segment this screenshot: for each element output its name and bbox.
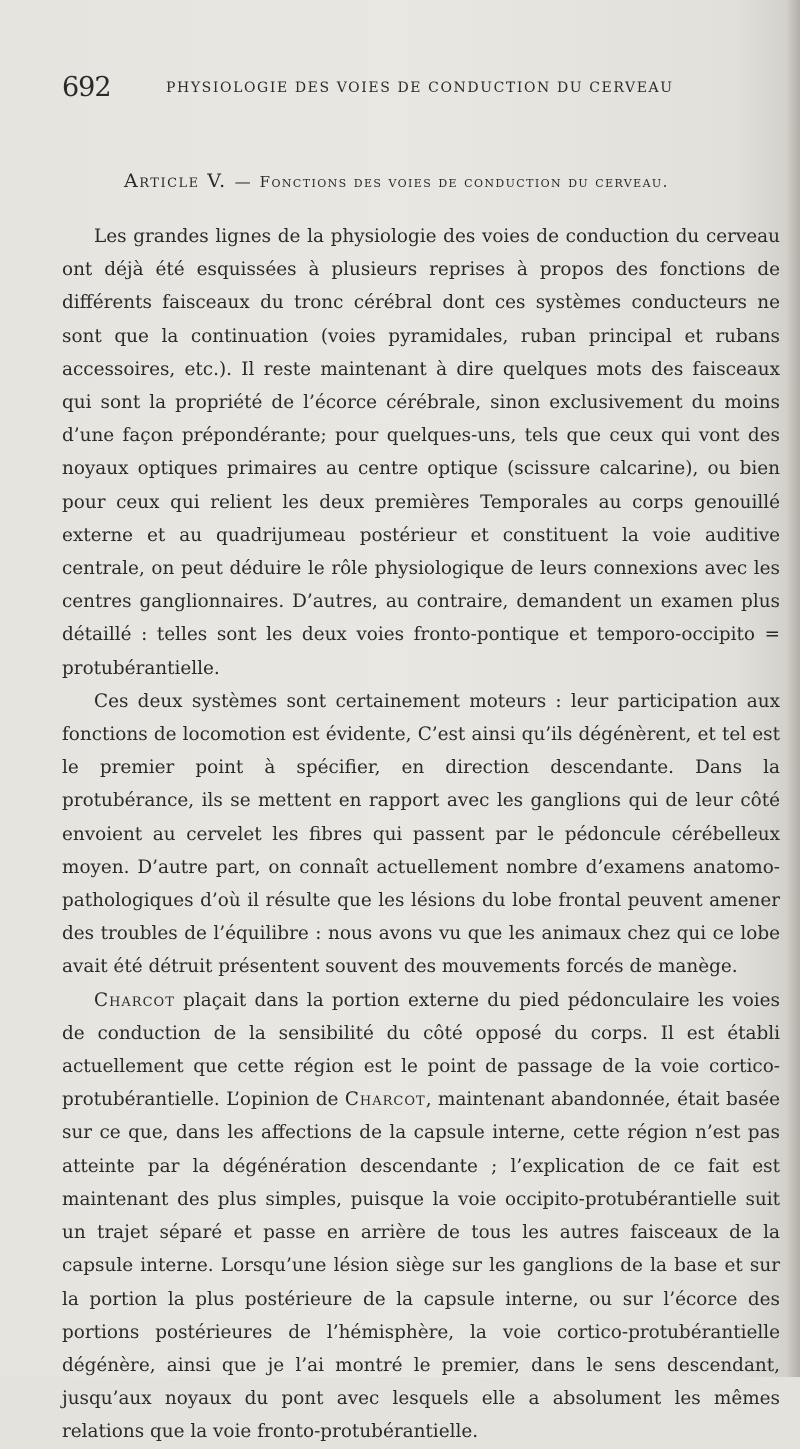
article-number: Article V. — [124, 170, 227, 192]
paragraph-2-text: Ces deux systèmes sont certainement moteurs : leur participation aux fonctions de locomotion est évidente, C’est ainsi qu’ils dégénèrent, et tel est le premier point à spécifier, en direction descendante. Dans la protubérance, ils se mettent en rapport avec les ganglions qui de leur côté envoient au cervelet les fibres qui passent par le pédoncule cérébelleux moyen. D’autre part, on connaît actuellement nombre d’examens anatomo-pathologiques d’où il résulte que les lésions du lobe frontal peuvent amener des troubles de l’équilibre : nous avons vu que les animaux chez qui ce lobe avait été détruit présentent souvent des mouvements forcés de manège. — [62, 690, 780, 978]
paragraph-3-name-2: Charcot — [344, 1089, 426, 1111]
paragraph-3-text-a: plaçait dans la portion externe du pied pédonculaire les voies de conduction de la sensibilité du côté opposé du corps. Il est établi actuellement que cette région est le point de passage de la voie cortico-protubérantielle. L’opinion de — [62, 989, 780, 1111]
paragraph-2 — [62, 685, 780, 984]
paragraph-3-text-b: , maintenant abandonnée, était basée sur ce que, dans les affections de la capsule interne, cette région n’est pas atteinte par la dégénération descendante ; l’explication de ce fait est maintenant des plus simples, puisque la voie occipito-protubérantielle suit un trajet séparé et passe en arrière de tous les autres faisceaux de la capsule interne. Lorsqu’une lésion siège sur les ganglions de la base et sur la portion la plus postérieure de la capsule interne, ou sur l’écorce des portions postérieures de l’hémisphère, la voie cortico-protubérantielle dégénère, ainsi que je l’ai montré le premier, dans le sens descendant, jusqu’aux noyaux du pont avec lesquels elle a absolument les mêmes relations que la voie fronto-protubérantielle. — [62, 1089, 780, 1443]
paragraph-1 — [62, 220, 780, 685]
paragraph-3-name: Charcot — [94, 989, 175, 1011]
body-text — [62, 220, 780, 1449]
page-edge-shadow — [786, 0, 800, 1377]
article-title: Fonctions des voies de conduction du cerveau. — [259, 173, 669, 191]
article-heading — [124, 170, 784, 192]
paragraph-1-text: Les grandes lignes de la physiologie des voies de conduction du cerveau ont déjà été esquissées à plusieurs reprises à propos des fonctions de différents faisceaux du tronc cérébral dont ces systèmes conducteurs ne sont que la continuation (voies pyramidales, ruban principal et rubans accessoires, etc.). Il reste maintenant à dire quelques mots des faisceaux qui sont la propriété de l’écorce cérébrale, sinon exclusivement du moins d’une façon prépondérante; pour quelques-uns, tels que ceux qui vont des noyaux optiques primaires au centre optique (scissure calcarine), ou bien pour ceux qui relient les deux premières Temporales au corps genouillé externe et au quadrijumeau postérieur et constituent la voie auditive centrale, on peut déduire le rôle physiologique de leurs connexions avec les centres ganglionnaires. D’autres, au contraire, demandent un examen plus détaillé : telles sont les deux voies fronto-pontique et temporo-occipito = protubérantielle. — [62, 226, 780, 679]
running-head: PHYSIOLOGIE DES VOIES DE CONDUCTION DU CERVEAU — [166, 80, 674, 96]
page-header — [62, 72, 762, 106]
paragraph-3 — [62, 984, 780, 1449]
heading-dash: — — [234, 172, 252, 191]
page-number: 692 — [62, 72, 111, 103]
